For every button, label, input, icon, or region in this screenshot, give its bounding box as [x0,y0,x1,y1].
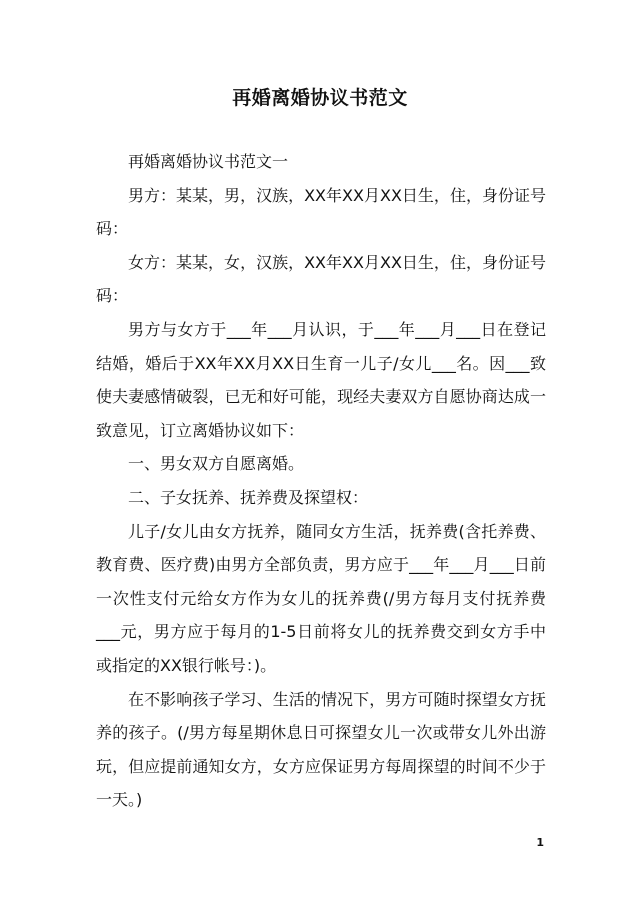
clause-one: 一、男女双方自愿离婚。 [128,454,305,474]
page-number: 1 [536,836,544,849]
document-body [96,145,546,817]
paragraph-background: 男方与女方于___年___月认识，于___年___月___日在登记结婚，婚后于XX年XX月XX日生育一儿子/女儿___名。因___致使夫妻感情破裂，已无和好可能，现经夫妻双方自愿协商达成一致意见，订立离婚协议如下： [96,319,546,440]
section-heading: 再婚离婚协议书范文一 [128,152,289,171]
paragraph-visitation: 在不影响孩子学习、生活的情况下，男方可随时探望女方抚养的孩子。(/男方每星期休息日可探望女儿一次或带女儿外出游玩，但应提前通知女方，女方应保证男方每周探望的时间不少于一天。) [96,689,546,810]
paragraph-male-party: 男方：某某，男，汉族，XX年XX月XX日生，住，身份证号码： [96,185,546,239]
paragraph-child-support: 儿子/女儿由女方抚养，随同女方生活，抚养费(含托养费、教育费、医疗费)由男方全部负责，男方应于___年___月___日前一次性支付元给女方作为女儿的抚养费(/男方每月支付抚养费___元，男方应于每月的1-5日前将女儿的抚养费交到女方手中或指定的XX银行帐号：)。 [96,521,546,675]
clause-two-heading: 二、子女抚养、抚养费及探望权： [128,487,369,507]
paragraph-female-party: 女方：某某，女，汉族，XX年XX月XX日生，住，身份证号码： [96,252,546,306]
document-title: 再婚离婚协议书范文 [232,87,408,109]
